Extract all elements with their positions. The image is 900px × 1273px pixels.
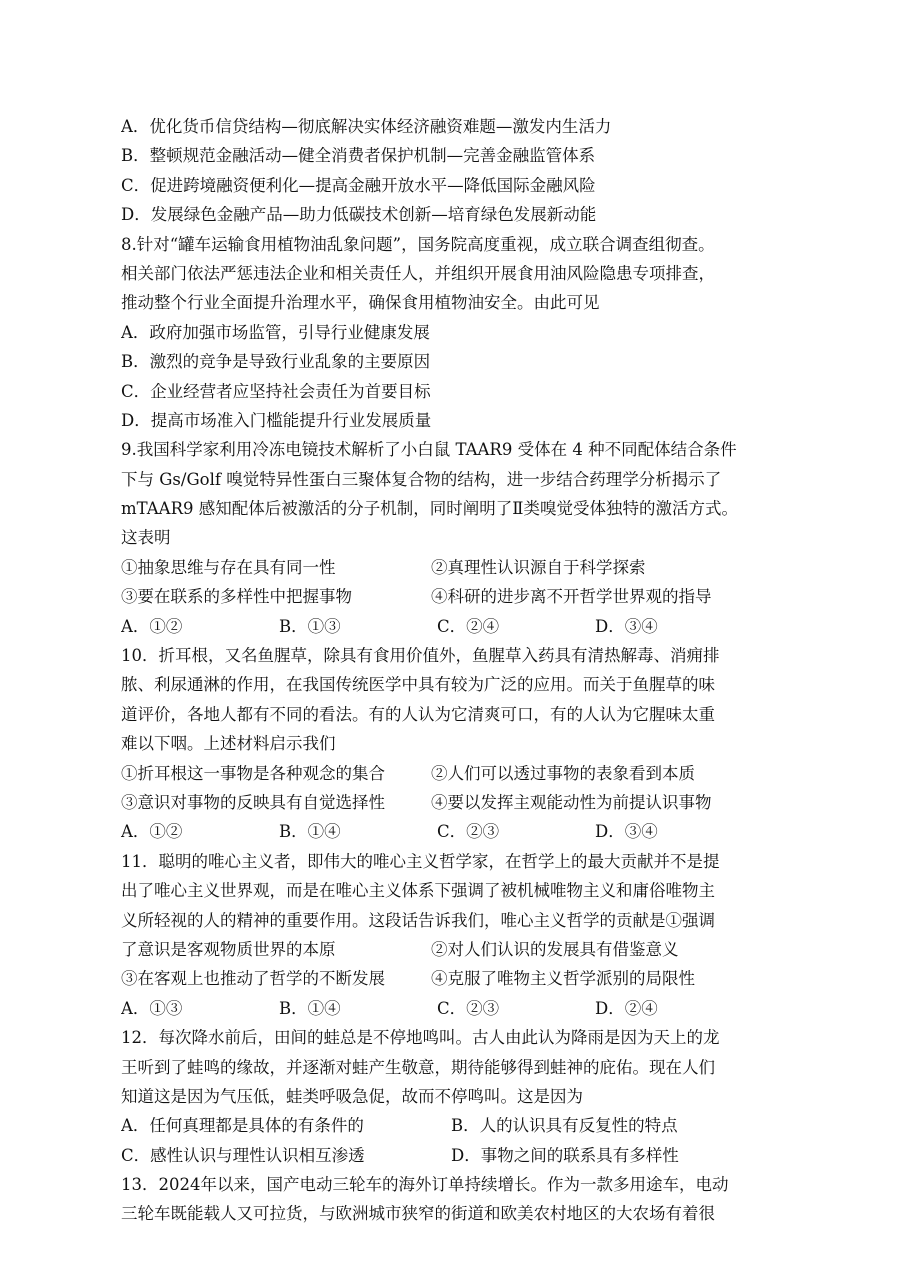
q11-stem-line: 出了唯心主义世界观，而是在唯心主义体系下强调了被机械唯物主义和庸俗唯物主	[121, 881, 715, 901]
q10-stem-line: 10．折耳根，又名鱼腥草，除具有食用价值外，鱼腥草入药具有清热解毒、消痈排	[121, 646, 720, 666]
q10-statement-3: ③意识对事物的反映具有自觉选择性	[121, 792, 385, 812]
q11-statements-row	[121, 935, 781, 964]
q10-statement-2: ②人们可以透过事物的表象看到本质	[431, 763, 695, 783]
q12-choices-row	[121, 1141, 781, 1170]
q8-stem-line: 推动整个行业全面提升治理水平，确保食用植物油安全。由此可见	[121, 293, 600, 313]
q8-option-d: D．提高市场准入门槛能提升行业发展质量	[121, 410, 432, 430]
q10-statements-row	[121, 788, 781, 817]
q9-statement-4: ④科研的进步离不开哲学世界观的指导	[431, 587, 712, 607]
q9-stem-line: 9.我国科学家利用冷冻电镜技术解析了小白鼠 TAAR9 受体在 4 种不同配体结合条件	[121, 440, 737, 460]
q9-statement-1: ①抽象思维与存在具有同一性	[121, 557, 336, 577]
q10-stem-line: 难以下咽。上述材料启示我们	[121, 734, 336, 754]
q9-statement-3: ③要在联系的多样性中把握事物	[121, 587, 352, 607]
q9-statements-row	[121, 553, 781, 582]
q11-choice-c: C．②③	[437, 998, 500, 1018]
q11-choice-b: B．①④	[279, 998, 341, 1018]
q11-stem-line: 义所轻视的人的精神的重要作用。这段话告诉我们，唯心主义哲学的贡献是①强调	[121, 910, 715, 930]
q7-option-b: B．整顿规范金融活动—健全消费者保护机制—完善金融监管体系	[121, 146, 596, 166]
q10-choice-c: C．②③	[437, 822, 500, 842]
q10-statement-1: ①折耳根这一事物是各种观念的集合	[121, 763, 385, 783]
q11-stem-line: 11．聪明的唯心主义者，即伟大的唯心主义哲学家，在哲学上的最大贡献并不是提	[121, 851, 720, 871]
q10-choice-b: B．①④	[279, 822, 341, 842]
q11-choices-row	[121, 994, 781, 1023]
q8-option-c: C．企业经营者应坚持社会责任为首要目标	[121, 381, 431, 401]
q8-option-b: B．激烈的竞争是导致行业乱象的主要原因	[121, 352, 431, 372]
q11-statement-4: ④克服了唯物主义哲学派别的局限性	[431, 969, 695, 989]
q10-choice-a: A．①②	[121, 822, 183, 842]
q11-statement-2: ②对人们认识的发展具有借鉴意义	[431, 939, 679, 959]
q10-statements-row	[121, 759, 781, 788]
q12-stem-line: 知道这是因为气压低，蛙类呼吸急促，故而不停鸣叫。这是因为	[121, 1086, 583, 1106]
q11-statements-row	[121, 964, 781, 993]
q8-option-a: A．政府加强市场监管，引导行业健康发展	[121, 322, 430, 342]
q10-choice-d: D．③④	[595, 822, 658, 842]
q9-stem-line: 下与 Gs/Golf 嗅觉特异性蛋白三聚体复合物的结构，进一步结合药理学分析揭示了	[121, 469, 722, 489]
q12-choice-b: B．人的认识具有反复性的特点	[451, 1116, 678, 1136]
q10-stem-line: 脓、利尿通淋的作用，在我国传统医学中具有较为广泛的应用。而关于鱼腥草的味	[121, 675, 715, 695]
q9-statements-row	[121, 582, 781, 611]
q9-stem-line: mTAAR9 感知配体后被激活的分子机制，同时阐明了Ⅱ类嗅觉受体独特的激活方式。	[121, 499, 738, 519]
q12-stem-line: 王听到了蛙鸣的缘故，并逐渐对蛙产生敬意，期待能够得到蛙神的庇佑。现在人们	[121, 1057, 715, 1077]
q11-statement-1: 了意识是客观物质世界的本原	[121, 939, 336, 959]
q13-stem-line: 三轮车既能载人又可拉货，与欧洲城市狭窄的街道和欧美农村地区的大农场有着很	[121, 1204, 715, 1224]
q13-stem-line: 13．2024年以来，国产电动三轮车的海外订单持续增长。作为一款多用途车，电动	[121, 1175, 729, 1195]
q7-option-c: C．促进跨境融资便利化—提高金融开放水平—降低国际金融风险	[121, 175, 596, 195]
q11-choice-a: A．①③	[121, 998, 183, 1018]
q10-statement-4: ④要以发挥主观能动性为前提认识事物	[431, 792, 712, 812]
q11-choice-d: D．②④	[595, 998, 658, 1018]
q11-statement-3: ③在客观上也推动了哲学的不断发展	[121, 969, 385, 989]
q10-choices-row	[121, 817, 781, 846]
q9-choices-row	[121, 612, 781, 641]
q12-choices-row	[121, 1111, 781, 1140]
q9-statement-2: ②真理性认识源自于科学探索	[431, 557, 646, 577]
q7-option-a: A．优化货币信贷结构—彻底解决实体经济融资难题—激发内生活力	[121, 117, 612, 136]
q12-choice-c: C．感性认识与理性认识相互渗透	[121, 1145, 365, 1165]
q9-stem-line: 这表明	[121, 528, 171, 548]
exam-page	[121, 112, 781, 1229]
q12-stem-line: 12．每次降水前后，田间的蛙总是不停地鸣叫。古人由此认为降雨是因为天上的龙	[121, 1028, 720, 1048]
q10-stem-line: 道评价，各地人都有不同的看法。有的人认为它清爽可口，有的人认为它腥味太重	[121, 704, 715, 724]
q9-choice-c: C．②④	[437, 616, 500, 636]
q12-choice-a: A．任何真理都是具体的有条件的	[121, 1116, 364, 1136]
q8-stem-line: 8.针对“罐车运输食用植物油乱象问题”，国务院高度重视，成立联合调查组彻查。	[121, 234, 715, 254]
q9-choice-d: D．③④	[595, 616, 658, 636]
q9-choice-b: B．①③	[279, 616, 341, 636]
q7-option-d: D．发展绿色金融产品—助力低碳技术创新—培育绿色发展新动能	[121, 205, 597, 225]
q8-stem-line: 相关部门依法严惩违法企业和相关责任人，并组织开展食用油风险隐患专项排查，	[121, 263, 715, 283]
q12-choice-d: D．事物之间的联系具有多样性	[451, 1145, 679, 1165]
q9-choice-a: A．①②	[121, 616, 183, 636]
